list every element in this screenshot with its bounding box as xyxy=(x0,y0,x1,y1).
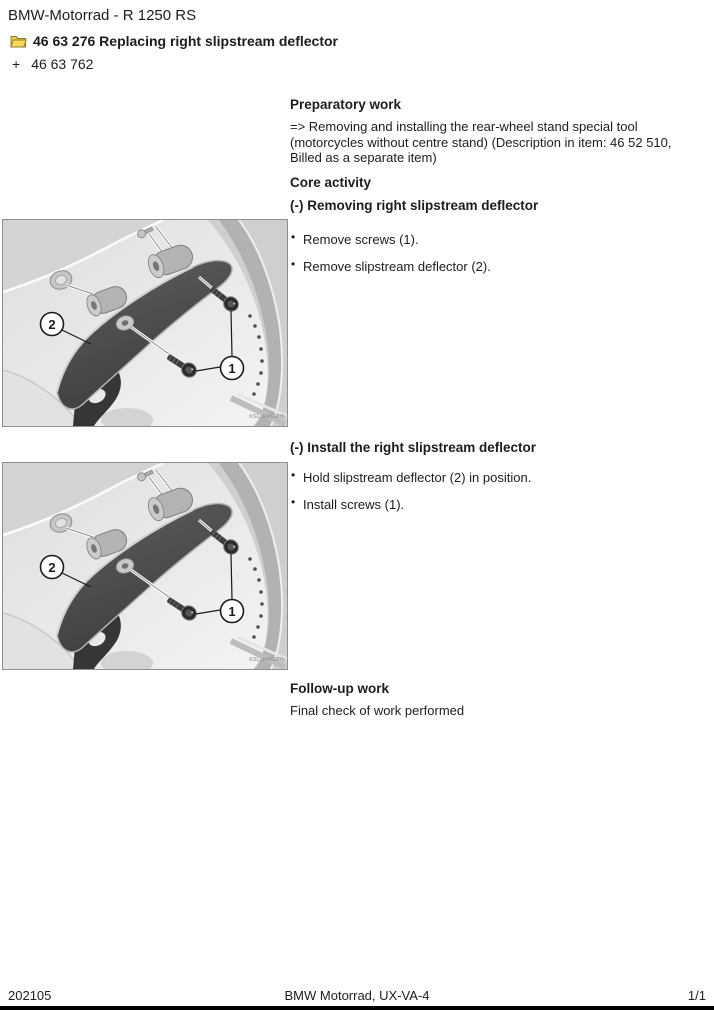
install-figure-illustration xyxy=(3,463,287,669)
install-figure xyxy=(2,462,288,670)
folder-icon xyxy=(10,35,27,48)
removal-figure-illustration xyxy=(3,220,287,426)
page-header-title: BMW-Motorrad - R 1250 RS xyxy=(8,7,197,24)
preparatory-work-body: => Removing and installing the rear-wheel stand special tool (motorcycles without centre stand) (Description in item: 46 52 510, Billed as a separate item) xyxy=(290,119,672,165)
install-step-1: • Hold slipstream deflector (2) in position. xyxy=(290,470,700,485)
followup-work-heading: Follow-up work xyxy=(290,681,389,696)
footer-date-code: 202105 xyxy=(8,988,52,1003)
document-title: 46 63 276 Replacing right slipstream deflector xyxy=(33,33,339,49)
footer-page-number: 1/1 xyxy=(687,988,706,1003)
related-operation-code: 46 63 762 xyxy=(31,56,94,72)
core-activity-heading: Core activity xyxy=(290,174,372,190)
followup-work-body: Final check of work performed xyxy=(290,703,465,718)
removal-step-heading: (-) Removing right slipstream deflector xyxy=(290,197,539,213)
footer-org-label: BMW Motorrad, UX-VA-4 xyxy=(284,988,430,1003)
tree-expand-plus[interactable]: + xyxy=(12,56,21,72)
document-tree-node[interactable] xyxy=(10,33,338,49)
removal-figure xyxy=(2,219,288,427)
window-bottom-edge xyxy=(0,1006,714,1010)
preparatory-work-heading: Preparatory work xyxy=(290,97,402,112)
removal-step-1: • Remove screws (1). xyxy=(290,232,700,247)
install-step-heading: (-) Install the right slipstream deflector xyxy=(290,440,537,455)
removal-step-2: • Remove slipstream deflector (2). xyxy=(290,259,700,274)
install-step-2: • Install screws (1). xyxy=(290,497,700,512)
